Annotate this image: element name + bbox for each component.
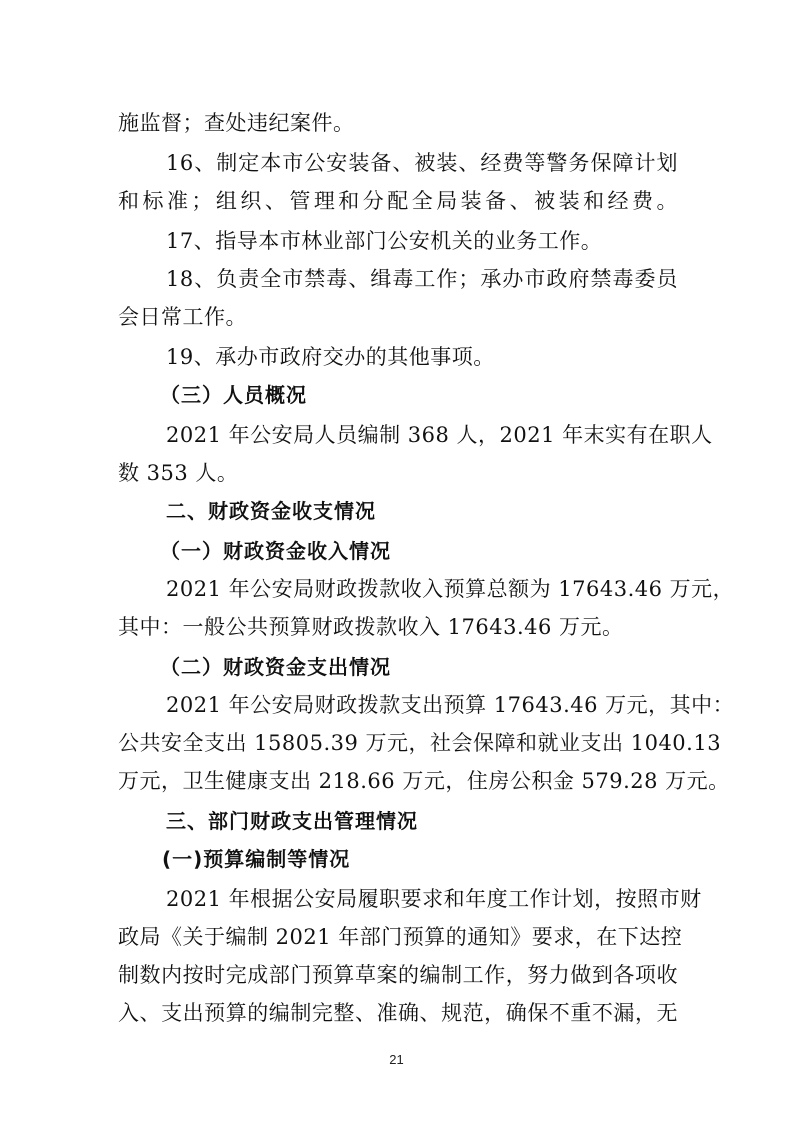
text-line: 公共安全支出 15805.39 万元，社会保障和就业支出 1040.13	[118, 731, 722, 755]
page-number: 21	[389, 1052, 404, 1067]
text-line: 政局《关于编制 2021 年部门预算的通知》要求，在下达控	[118, 925, 683, 949]
text-line: 数 353 人。	[118, 461, 239, 485]
text-line: 会日常工作。	[118, 305, 247, 329]
section-heading: （二）财政资金支出情况	[160, 655, 391, 679]
text-line: 施监督；查处违纪案件。	[118, 111, 355, 135]
text-line: 2021 年公安局财政拨款支出预算 17643.46 万元，其中：	[166, 693, 735, 717]
text-line: 17、指导本市林业部门公安机关的业务工作。	[166, 229, 603, 253]
text-line: 16、制定本市公安装备、被装、经费等警务保障计划	[166, 151, 678, 175]
section-heading: 二、财政资金收支情况	[166, 499, 376, 523]
section-heading: （一）财政资金收入情况	[160, 539, 391, 563]
text-line: 18、负责全市禁毒、缉毒工作；承办市政府禁毒委员	[166, 267, 678, 291]
text-line: 其中：一般公共预算财政拨款收入 17643.46 万元。	[118, 615, 624, 639]
text-line: 2021 年公安局人员编制 368 人，2021 年末实有在职人	[166, 423, 713, 447]
text-line: 入、支出预算的编制完整、准确、规范，确保不重不漏，无	[118, 1001, 678, 1025]
text-line: 万元，卫生健康支出 218.66 万元，住房公积金 579.28 万元。	[118, 769, 730, 793]
section-heading: （三）人员概况	[160, 383, 307, 407]
section-heading: 三、部门财政支出管理情况	[166, 809, 418, 833]
text-line: 制数内按时完成部门预算草案的编制工作，努力做到各项收	[118, 963, 678, 987]
text-line: 2021 年根据公安局履职要求和年度工作计划，按照市财	[166, 887, 702, 911]
text-line: 19、承办市政府交办的其他事项。	[166, 345, 495, 369]
text-line: 2021 年公安局财政拨款收入预算总额为 17643.46 万元，	[166, 577, 735, 601]
section-heading: (一)预算编制等情况	[162, 847, 351, 871]
text-line: 和标准；组织、管理和分配全局装备、被装和经费。	[118, 189, 678, 213]
